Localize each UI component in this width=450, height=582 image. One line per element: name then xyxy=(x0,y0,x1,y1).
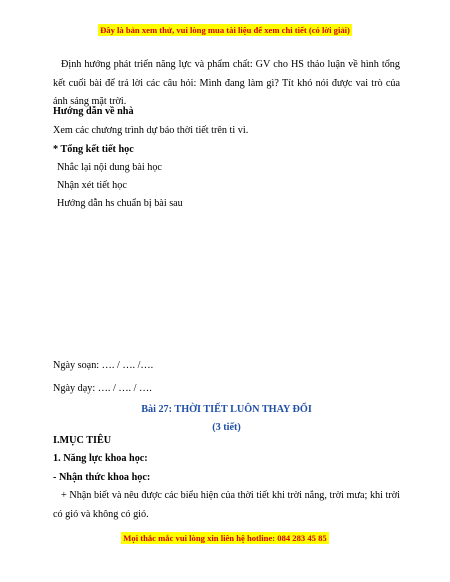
lesson-periods: (3 tiết) xyxy=(212,422,241,433)
orientation-paragraph: Định hướng phát triển năng lực và phẩm chất: GV cho HS thảo luận về hình tổng kết cuối bài để trả lời các câu hỏi: Mình đang làm gì? Tít khó nói được vai trò của ánh sáng mặt trời. xyxy=(53,59,400,107)
hotline-banner xyxy=(0,534,450,543)
summary-item: Nhận xét tiết học xyxy=(57,180,127,191)
preview-notice-banner xyxy=(0,26,450,35)
teaching-date: Ngày dạy: …. / …. / …. xyxy=(53,383,152,394)
hotline-text: Mọi thắc mắc vui lòng xin liên hệ hotline: 084 283 45 85 xyxy=(123,533,327,543)
preview-notice-text: Đây là bản xem thử, vui lòng mua tài liệu để xem chi tiết (có lời giải) xyxy=(100,25,350,35)
summary-item: Hướng dẫn hs chuẩn bị bài sau xyxy=(57,198,183,209)
cognition-text: + Nhận biết và nêu được các biểu hiện của thời tiết khi trời nắng, trời mưa; khi trời có gió và không có gió. xyxy=(53,490,400,520)
summary-item: Nhắc lại nội dung bài học xyxy=(57,162,162,173)
homework-heading: Hướng dẫn về nhà xyxy=(53,106,134,117)
homework-text: Xem các chương trình dự báo thời tiết trên ti vi. xyxy=(53,125,249,136)
competency-heading: 1. Năng lực khoa học: xyxy=(53,453,148,464)
cognition-heading: - Nhận thức khoa học: xyxy=(53,472,151,483)
preparation-date: Ngày soạn: …. / …. /…. xyxy=(53,360,154,371)
objectives-heading: I.MỤC TIÊU xyxy=(53,435,112,446)
lesson-title: Bài 27: THỜI TIẾT LUÔN THAY ĐỔI xyxy=(141,404,312,415)
lesson-summary-heading: * Tổng kết tiết học xyxy=(53,144,134,155)
